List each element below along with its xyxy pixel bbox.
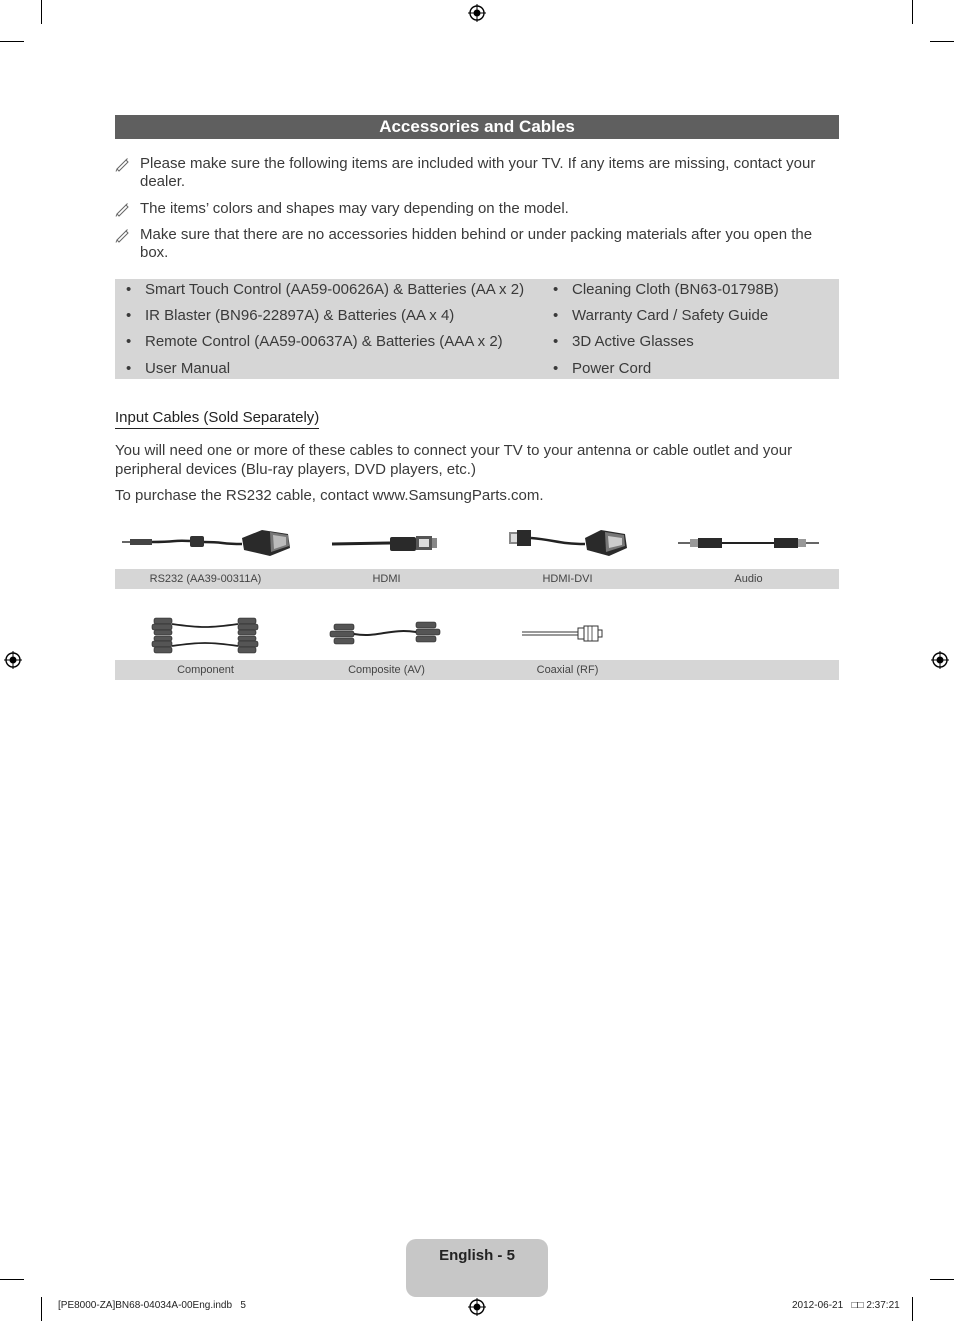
list-item: • Remote Control (AA59-00637A) & Batteries (AAA x 2)	[126, 333, 503, 350]
cable-label-band	[115, 569, 839, 589]
rs232-purchase-paragraph: To purchase the RS232 cable, contact www.SamsungParts.com.	[115, 487, 544, 504]
accessory-label: User Manual	[145, 360, 231, 377]
list-item: • Cleaning Cloth (BN63-01798B)	[553, 281, 779, 298]
page-number-tab	[406, 1239, 548, 1297]
note-item	[115, 155, 839, 191]
list-item: • Warranty Card / Safety Guide	[553, 307, 769, 324]
accessory-label: Power Cord	[572, 360, 652, 377]
note-text: The items’ colors and shapes may vary depending on the model.	[140, 200, 569, 217]
accessory-label: Cleaning Cloth (BN63-01798B)	[572, 281, 779, 298]
registration-mark-icon	[468, 4, 486, 22]
accessory-label: Smart Touch Control (AA59-00626A) & Batteries (AA x 2)	[145, 281, 525, 298]
crop-mark	[0, 1279, 24, 1280]
note-text: Please make sure the following items are included with your TV. If any items are missing, contact your dealer.	[140, 155, 816, 190]
note-item	[115, 200, 839, 218]
audio-cable-icon	[676, 534, 821, 552]
accessory-label: 3D Active Glasses	[572, 333, 694, 350]
accessories-list-box	[115, 279, 839, 379]
crop-mark	[930, 1279, 954, 1280]
component-cable-icon	[150, 614, 262, 656]
registration-mark-icon	[931, 651, 949, 669]
hdmi-cable-icon	[330, 528, 440, 556]
cable-label: HDMI-DVI	[542, 573, 593, 585]
registration-mark-icon	[468, 1298, 486, 1316]
crop-mark	[912, 0, 913, 24]
cable-label: HDMI	[372, 573, 401, 585]
crop-mark	[0, 41, 24, 42]
note-item	[115, 226, 839, 262]
registration-mark-icon	[4, 651, 22, 669]
note-pencil-icon	[115, 227, 132, 243]
cable-label-band	[115, 660, 839, 680]
rs232-cable-icon	[120, 524, 295, 560]
list-item: • IR Blaster (BN96-22897A) & Batteries (AA x 4)	[126, 307, 455, 324]
crop-mark	[930, 41, 954, 42]
date-slug: 2012-06-21 □□ 2:37:21	[792, 1300, 900, 1311]
note-pencil-icon	[115, 156, 132, 172]
list-item: • User Manual	[126, 360, 231, 377]
cable-label: RS232 (AA39-00311A)	[149, 573, 262, 585]
input-cables-heading: Input Cables (Sold Separately)	[115, 409, 319, 429]
hdmi-dvi-cable-icon	[505, 524, 630, 560]
crop-mark	[41, 1297, 42, 1321]
coaxial-cable-icon	[520, 623, 605, 643]
accessory-label: IR Blaster (BN96-22897A) & Batteries (AA x 4)	[145, 307, 455, 324]
section-title: Accessories and Cables	[115, 115, 839, 139]
accessory-label: Warranty Card / Safety Guide	[572, 307, 769, 324]
cable-label: Coaxial (RF)	[536, 664, 599, 676]
crop-mark	[912, 1297, 913, 1321]
cable-label: Composite (AV)	[348, 664, 425, 676]
list-item: • Power Cord	[553, 360, 652, 377]
composite-cable-icon	[328, 618, 444, 650]
file-slug: [PE8000-ZA]BN68-04034A-00Eng.indb 5	[58, 1300, 246, 1311]
cable-label: Component	[177, 664, 234, 676]
note-pencil-icon	[115, 201, 132, 217]
cable-label: Audio	[734, 573, 763, 585]
input-cables-paragraph: You will need one or more of these cables to connect your TV to your antenna or cable outlet and your peripheral devices (Blu-ray players, DVD players, etc.)	[115, 442, 793, 478]
list-item: • Smart Touch Control (AA59-00626A) & Batteries (AA x 2)	[126, 281, 525, 298]
crop-mark	[41, 0, 42, 24]
list-item: • 3D Active Glasses	[553, 333, 694, 350]
note-text: Make sure that there are no accessories hidden behind or under packing materials after you open the box.	[140, 226, 813, 261]
page-label: English - 5	[439, 1247, 515, 1264]
accessory-label: Remote Control (AA59-00637A) & Batteries (AAA x 2)	[145, 333, 503, 350]
